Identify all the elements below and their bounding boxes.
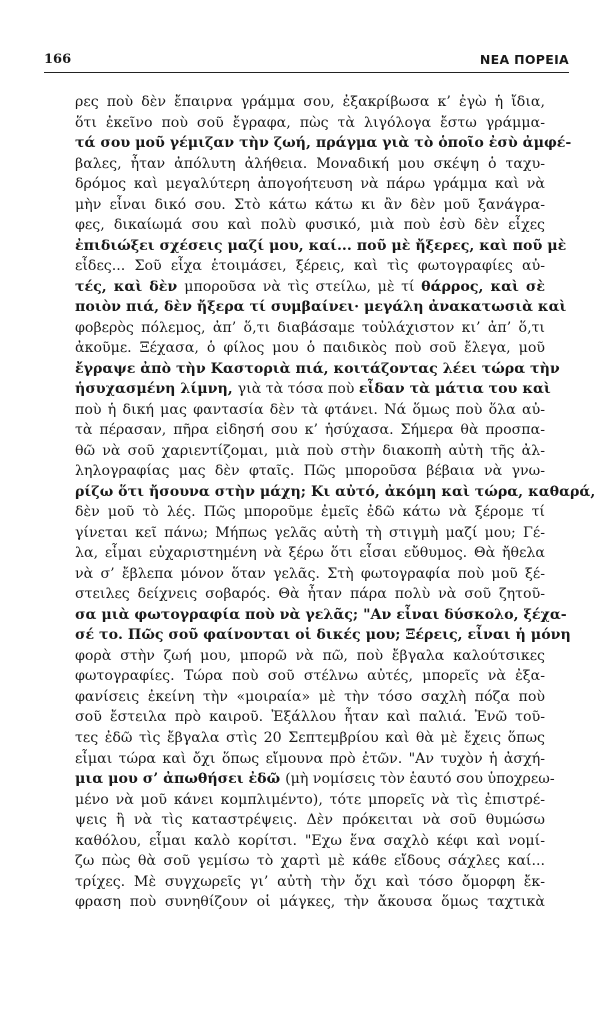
bold-text-segment: τές, καὶ δὲν	[75, 278, 185, 295]
text-line	[75, 605, 567, 626]
text-segment: ψεις ἢ νὰ τὶς καταστρέψεις. Δὲν πρόκειται νὰ σοῦ θυμώσω	[75, 812, 545, 829]
text-segment: λα, εἶμαι εὐχαριστημένη νὰ ξέρω ὅτι εἶσαι εὔθυμος. Θὰ ἤθελα	[75, 545, 545, 562]
text-line	[75, 277, 545, 298]
text-line	[75, 154, 545, 175]
text-segment: μένο νὰ μοῦ κάνει κομπλιμέντο), τότε μπορεῖς νὰ τὶς ἐπιστρέ-	[75, 791, 545, 808]
text-line	[75, 318, 545, 339]
text-segment: ὅτι ἐκεῖνο ποὺ σοῦ ἔγραφα, πὼς τὰ λιγόλογα ἔστω γράμμα-	[75, 114, 545, 131]
bold-text-segment: σέ το.	[75, 627, 128, 644]
text-segment: ποὺ ἡ δική μας φαντασία δὲν τὰ φτάνει. Νά ὅμως ποὺ ὅλα αὐ-	[75, 401, 545, 418]
text-segment: δρόμος καὶ μεγαλύτερη ἀπογοήτευση νὰ πάρω γράμμα καὶ νὰ	[75, 176, 545, 193]
text-segment: ρες ποὺ δὲν ἔπαιρνα γράμμα σου, ἐξακρίβωσα κ’ ἐγὼ ἡ ἴδια,	[75, 94, 545, 110]
text-segment: ἀκοῦμε. Ξέχασα, ὁ φίλος μου ὁ παιδικὸς ποὺ σοῦ ἔλεγα, μοῦ	[75, 340, 545, 357]
text-segment: στειλες δείχνεις σοβαρός. Θὰ ἦταν πάρα πολὺ νὰ σοῦ ζητοῦ-	[75, 586, 545, 603]
text-line	[75, 625, 571, 646]
text-line	[75, 359, 560, 380]
bold-text-segment: μια μου σ’ ἀπωθήσει ἐδῶ	[75, 771, 286, 788]
text-segment: τρίχες. Μὲ συγχωρεῖς γι’ αὐτὴ τὴν ὄχι καὶ τόσο ὄμορφη ἔκ-	[75, 873, 545, 890]
text-line	[75, 666, 545, 687]
text-line	[75, 892, 545, 913]
text-line	[75, 523, 545, 544]
bold-text-segment: "Αν εἶναι δύσκολο, ξέχα-	[363, 606, 567, 623]
bold-text-segment: ποιὸν πιά, δὲν ἤξερα τί συμβαίνει· μεγάλη ἀνακατωσιὰ καὶ	[75, 299, 567, 316]
text-line	[75, 195, 545, 216]
page-number: 166	[44, 52, 72, 67]
text-line	[75, 872, 545, 893]
text-segment: ζω πὼς θὰ σοῦ γεμίσω τὸ χαρτὶ μὲ κάθε εἴδους σάχλες καί...	[75, 853, 545, 870]
text-line	[75, 215, 545, 236]
text-line	[75, 297, 567, 318]
bold-text-segment: ἡσυχασμένη λίμνη,	[75, 381, 238, 398]
bold-text-segment: τά σου μοῦ γέμιζαν τὴν ζωή, πράγμα γιὰ τὸ ὁποῖο ἐσὺ ἀμφέ-	[75, 135, 572, 152]
text-line	[75, 379, 551, 400]
text-line	[75, 461, 545, 482]
text-line	[75, 831, 545, 852]
text-line	[75, 338, 545, 359]
text-line	[75, 769, 555, 790]
text-line	[75, 174, 545, 195]
bold-text-segment: ρίζω ὅτι ἤσουνα στὴν μάχη;	[75, 483, 311, 500]
text-line	[75, 482, 596, 503]
text-segment: φοβερὸς πόλεμος, ἀπ’ ὅ,τι διαβάσαμε τοὐλάχιστον κι’ ἀπ’ ὅ,τι	[75, 319, 545, 336]
text-segment: φραση ποὺ συνηθίζουν οἱ μάγκες, τὴν ἄκουσα ὅμως ταχτικὰ	[75, 894, 545, 911]
text-segment: μποροῦσα νὰ τὶς στείλω, μὲ τί	[184, 278, 422, 295]
text-line	[75, 564, 545, 585]
text-segment: φες, δικαίωμά σου καὶ πολὺ φυσικό, μιὰ ποὺ ἐσὺ δὲν εἶχες	[75, 217, 545, 234]
bold-text-segment: εἶδαν τὰ μάτια του καὶ	[358, 381, 551, 398]
text-segment: βαλες, ἦταν ἀπόλυτη ἀλήθεια. Μοναδική μου σκέψη ὁ ταχυ-	[75, 155, 545, 172]
text-segment: φανίσεις ἐκείνη τὴν «μοιραία» μὲ τὴν τόσο σαχλὴ πόζα ποὺ	[75, 688, 545, 705]
text-segment: (μὴ νομίσεις τὸν ἑαυτό σου ὑποχρεω-	[285, 771, 555, 788]
bold-text-segment: ἔγραψε ἀπὸ τὴν Καστοριὰ πιά, κοιτάζοντας λέει τώρα τὴν	[75, 360, 560, 377]
body-text	[75, 92, 596, 913]
bold-text-segment: σα μιὰ φωτογραφία ποὺ νὰ γελᾶς;	[75, 606, 364, 623]
text-line	[75, 810, 545, 831]
text-line	[75, 236, 567, 257]
text-line	[75, 851, 545, 872]
text-segment: γιὰ τὰ τόσα ποὺ	[237, 381, 359, 398]
text-segment: δὲν μοῦ τὸ λές. Πῶς μποροῦμε ἐμεῖς ἐδῶ κάτω νὰ ξέρομε τί	[75, 504, 545, 521]
text-segment: ληλογραφίας μας δὲν φταῖς. Πῶς μποροῦσα βέβαια νὰ γνω-	[75, 463, 545, 480]
text-line	[75, 113, 545, 134]
text-line	[75, 441, 545, 462]
text-line	[75, 256, 545, 277]
running-head	[44, 52, 569, 73]
text-segment: μὴν εἶναι δικό σου. Στὸ κάτω κάτω κι ἂν δὲν μοῦ ξανάγρα-	[75, 196, 545, 213]
text-line	[75, 584, 545, 605]
text-line	[75, 133, 572, 154]
text-line	[75, 749, 545, 770]
text-line	[75, 687, 545, 708]
journal-title: ΝΕΑ ΠΟΡΕΙΑ	[479, 52, 569, 67]
text-line	[75, 543, 545, 564]
text-segment: θῶ νὰ σοῦ χαριεντίζομαι, μιὰ ποὺ στὴν διακοπὴ αὐτὴ τῆς ἀλ-	[75, 442, 545, 459]
text-segment: φωτογραφίες. Τώρα ποὺ σοῦ στέλνω αὐτές, μπορεῖς νὰ ἐξα-	[75, 668, 545, 685]
text-line	[75, 728, 545, 749]
text-segment: τὰ πέρασαν, πῆρα εἰδησή σου κ’ ἡσύχασα. Σήμερα θὰ προσπα-	[75, 422, 545, 439]
text-line	[75, 707, 545, 728]
text-segment: γίνεται κεῖ πάνω; Μήπως γελᾶς αὐτὴ τὴ στιγμὴ μαζί μου; Γέ-	[75, 524, 545, 541]
text-line	[75, 790, 545, 811]
bold-text-segment: Κι αὐτό, ἀκόμη καὶ τώρα, καθαρά,	[310, 483, 596, 500]
text-line	[75, 502, 545, 523]
text-line	[75, 400, 545, 421]
bold-text-segment: θάρρος, καὶ σὲ	[421, 278, 545, 295]
text-segment: φορὰ στὴν ζωή μου, μπορῶ νὰ πῶ, ποὺ ἔβγαλα καλούτσικες	[75, 647, 545, 664]
text-segment: καθόλου, εἶμαι καλὸ κορίτσι. "Εχω ἕνα σαχλὸ κέφι καὶ νομί-	[75, 832, 545, 849]
text-segment: εἶμαι τώρα καὶ ὄχι ὅπως εἴμουνα πρὸ ἐτῶν. "Αν τυχὸν ἡ ἀσχή-	[75, 750, 545, 767]
text-segment: σοῦ ἔστειλα πρὸ καιροῦ. Ἐξάλλου ἦταν καὶ παλιά. Ἐνῶ τοῦ-	[75, 709, 545, 726]
text-line	[75, 92, 545, 113]
text-segment: τες ἐδῶ τὶς ἔβγαλα στὶς 20 Σεπτεμβρίου καὶ θὰ μὲ ἔχεις ὅπως	[75, 729, 545, 746]
text-line	[75, 420, 545, 441]
bold-text-segment: Πῶς σοῦ φαίνονται οἱ δικές μου; Ξέρεις, εἶναι ἡ μόνη	[127, 627, 571, 644]
text-segment: εἶδες... Σοῦ εἶχα ἑτοιμάσει, ξέρεις, καὶ τὶς φωτογραφίες αὐ-	[75, 258, 545, 275]
text-segment: νὰ σ’ ἔβλεπα μόνον ὅταν γελᾶς. Στὴ φωτογραφία ποὺ μοῦ ξέ-	[75, 565, 545, 582]
bold-text-segment: ἐπιδιώξει σχέσεις μαζί μου, καί... ποῦ μὲ ἤξερες, καὶ ποῦ μὲ	[75, 237, 567, 254]
text-line	[75, 646, 545, 667]
